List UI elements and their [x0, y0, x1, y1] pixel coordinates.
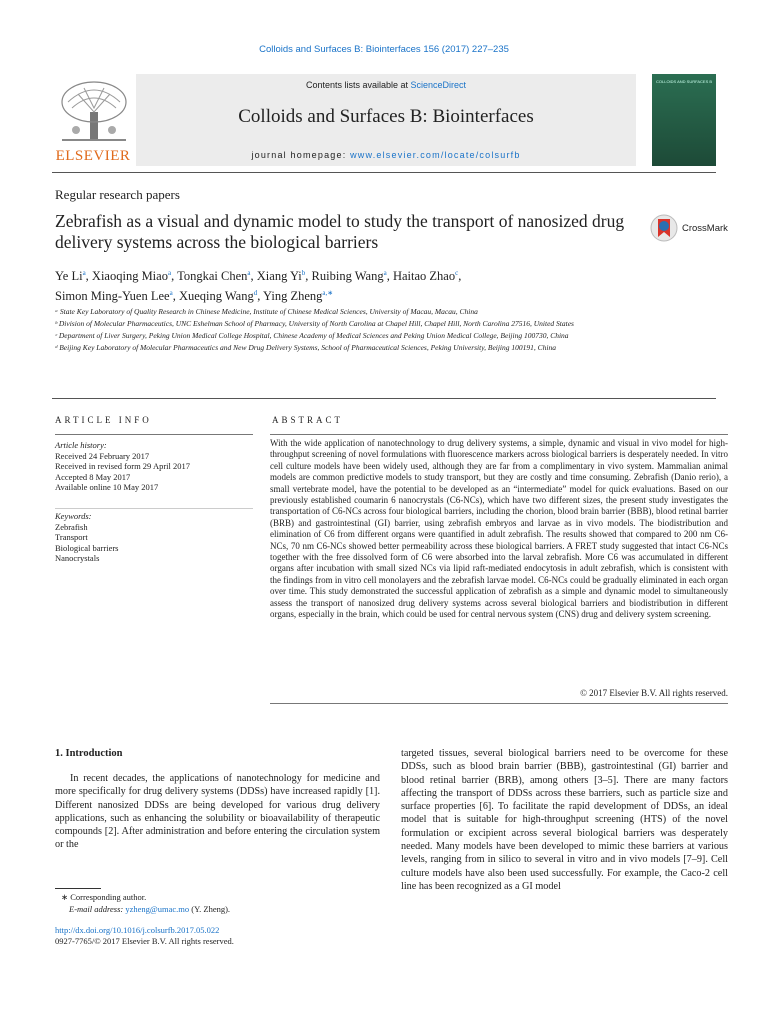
- elsevier-logo[interactable]: [52, 74, 134, 166]
- body-column-right: [401, 747, 728, 893]
- abstract-divider: [270, 434, 728, 435]
- affiliation-d: ᵈ Beijing Key Laboratory of Molecular Pharmaceutics and New Drug Delivery Systems, School of Pharmaceutical Sciences, Peking University, Beijing 100191, China: [55, 343, 556, 352]
- author-affiliation-marker[interactable]: b: [301, 269, 306, 277]
- article-info-divider: [55, 434, 253, 435]
- history-received: Received 24 February 2017: [55, 450, 150, 461]
- introduction-heading: 1. Introduction: [55, 748, 123, 759]
- title-divider: [52, 398, 716, 399]
- affiliation-b: ᵇ Division of Molecular Pharmaceutics, UNC Eshelman School of Pharmacy, University of North Carolina at Chapel Hill, Chapel Hill, North Carolina 27516, United States: [55, 319, 574, 328]
- publisher-name: ELSEVIER: [55, 148, 131, 164]
- intro-paragraph-continued: targeted tissues, several biological barriers need to be overcome for these DDSs, such as blood brain barrier (BBB), gastrointestinal (GI) barrier and blood retinal barrier (BRB), among others [3–5]. There are many factors affecting the transport of DDSs across these barriers, such as particle size and surface properties [6]. To facilitate the rapid development of DDSs, an ideal model that is suitable for high-throughput screening (HTS) of the novel formulation or excipient across several biological barriers was desperately needed. Many models have been developed to mimic these barriers at various levels, ranging from in silico to several in vitro and in vivo models [7–9]. Cell culture models have also been used successfully. For example, the Caco-2 cell line has been recognized as a GI model: [401, 748, 728, 892]
- keywords: [55, 511, 253, 564]
- author-affiliation-marker[interactable]: a: [247, 269, 251, 277]
- author-name[interactable]: Ye Li: [55, 269, 83, 284]
- author-name[interactable]: Xueqing Wang: [178, 289, 254, 304]
- author-name[interactable]: Xiaoqing Miao: [91, 269, 168, 284]
- abstract-end-divider: [270, 703, 728, 704]
- author-affiliation-marker[interactable]: a,∗: [322, 289, 334, 298]
- author-affiliation-marker[interactable]: d: [253, 289, 258, 298]
- journal-cover-image[interactable]: [652, 74, 716, 166]
- masthead: [52, 74, 716, 166]
- author-name[interactable]: Simon Ming-Yuen Lee: [55, 289, 170, 304]
- author-affiliation-marker[interactable]: c: [455, 269, 459, 277]
- abstract-copyright: © 2017 Elsevier B.V. All rights reserved.: [580, 688, 728, 698]
- body-column-left: [55, 772, 380, 852]
- keyword: Nanocrystals: [55, 553, 100, 564]
- homepage-line: [136, 150, 636, 160]
- journal-reference[interactable]: Colloids and Surfaces B: Biointerfaces 156 (2017) 227–235: [259, 44, 509, 55]
- author-affiliation-marker[interactable]: a: [82, 269, 86, 277]
- abstract-heading: ABSTRACT: [272, 415, 344, 425]
- keyword: Transport: [55, 532, 88, 543]
- header-divider: [52, 172, 716, 173]
- author-name[interactable]: Haitao Zhao: [392, 269, 456, 284]
- crossmark-label: CrossMark: [682, 223, 728, 234]
- affiliation-c: ᶜ Department of Liver Surgery, Peking Union Medical College Hospital, Chinese Academy of Medical Sciences and Peking Union Medical College, Beijing 100730, China: [55, 331, 569, 340]
- elsevier-tree-icon: [58, 78, 130, 144]
- email-link[interactable]: yzheng@umac.mo: [125, 903, 190, 914]
- footnote-divider: [55, 888, 101, 889]
- section-label: Regular research papers: [55, 187, 180, 202]
- author-list: Ye Li$^a$, Xiaoqing Miao$^a$, Tongkai Chen$^a$, Xiang Yi$^b$, Ruibing Wang$^a$, Haitao Zhao$^c$, Simon Ming-Yuen Lee$^a$, Xueqing Wang$^d$, Ying Zheng$^{a,∗}$: [55, 269, 462, 304]
- doi-block: [55, 925, 234, 947]
- sciencedirect-link[interactable]: ScienceDirect: [410, 80, 467, 90]
- corresponding-author-note: ∗ Corresponding author.: [61, 892, 147, 902]
- crossmark-badge[interactable]: [650, 213, 740, 243]
- issn-line: 0927-7765/© 2017 Elsevier B.V. All rights reserved.: [55, 936, 234, 946]
- abstract-text: With the wide application of nanotechnology to drug delivery systems, a simple, dynamic and visual in vivo model for high-throughput screening of novel formulations with fluorescence markers across biological barriers is desperately needed. In vitro cell culture models have been widely used, although they are far from a complimentary in vivo system. Mammalian animal models are common predictive models to study transport, but they are costly and time consuming. Zebrafish (Danio rerio), a small vertebrate model, have the potential to be developed as an “intermediate” model for quick evaluations. Based on our previously established coumarin 6 nanocrystals (C6-NCs), which have two different sizes, the present study investigates the transportation of C6-NCs across four biological barriers, including the chorion, blood brain barrier (BBB), blood retinal barrier (BRB) and gastrointestinal (GI) barrier, using zebrafish embryos and larvae as in vivo models. The biodistribution and elimination of C6 from different organs were quantified in adult zebrafish. The results showed that compared to 200 nm C6-NCs, 70 nm C6-NCs showed better permeability across these biological barriers. A FRET study suggested that intact C6-NCs together with the free dissolved form of C6 were absorbed into the larval zebrafish. More C6 was accumulated in different organs after incubation with small sized NCs via lipid raft-mediated endocytosis in adult zebrafish, which is consistent with the findings from in vitro cell monolayers and the zebrafish larvae model. C6-NCs could be gradually eliminated in each organ over time. This study demonstrated the successful application of zebrafish as a simple and dynamic model to simultaneously assess the transport of nanosized drug delivery systems across several biological barriers and biodistribution in different organs, especially in the brain, which could be used for central nervous system (CNS) drug and delivery system screening.: [270, 438, 728, 620]
- article-title: Zebrafish as a visual and dynamic model to study the transport of nanosized drug delivery systems across the biological barriers: [55, 211, 625, 252]
- contents-line: [136, 80, 636, 90]
- intro-paragraph: In recent decades, the applications of nanotechnology for medicine and more specifically for drug delivery systems (DDSs) have increased rapidly [1]. Different nanosized DDSs are being developed for various drug delivery applications, such as enhancing the solubility or bioavailability of therapeutic compounds [2]. After administration and before entering the circulation system or the: [55, 773, 380, 851]
- email-label: E-mail address:: [69, 903, 126, 914]
- history-label: Article history:: [55, 440, 107, 450]
- author-name[interactable]: Ruibing Wang: [311, 269, 384, 284]
- footnote: [61, 892, 361, 915]
- author-affiliation-marker[interactable]: a: [169, 289, 173, 298]
- email-suffix: (Y. Zheng).: [189, 903, 231, 914]
- history-accepted: Accepted 8 May 2017: [55, 471, 131, 482]
- affiliation-a: ᵃ State Key Laboratory of Quality Research in Chinese Medicine, Institute of Chinese Medical Sciences, University of Macau, Macau, China: [55, 307, 478, 316]
- keywords-divider: [55, 508, 253, 509]
- keyword: Zebrafish: [55, 521, 88, 532]
- author-name[interactable]: Ying Zheng: [263, 289, 323, 304]
- affiliations: [55, 307, 715, 355]
- keywords-label: Keywords:: [55, 511, 92, 521]
- author-name[interactable]: Xiang Yi: [256, 269, 302, 284]
- email-line: [61, 904, 361, 916]
- contents-prefix: Contents lists available at: [305, 80, 411, 90]
- masthead-box: [136, 74, 636, 166]
- author-name[interactable]: Tongkai Chen: [177, 269, 248, 284]
- keyword: Biological barriers: [55, 542, 119, 553]
- journal-title: Colloids and Surfaces B: Biointerfaces: [238, 106, 534, 127]
- homepage-label: journal homepage:: [251, 150, 351, 160]
- history-online: Available online 10 May 2017: [55, 482, 159, 493]
- crossmark-icon: [650, 213, 678, 243]
- cover-title: COLLOIDS AND SURFACES B: [656, 79, 713, 84]
- article-history: [55, 440, 253, 493]
- history-revised: Received in revised form 29 April 2017: [55, 461, 191, 472]
- author-affiliation-marker[interactable]: a: [383, 269, 387, 277]
- author-affiliation-marker[interactable]: a: [167, 269, 172, 277]
- article-info-heading: ARTICLE INFO: [55, 415, 152, 425]
- homepage-link[interactable]: www.elsevier.com/locate/colsurfb: [350, 150, 521, 160]
- doi-link[interactable]: http://dx.doi.org/10.1016/j.colsurfb.2017.05.022: [55, 925, 220, 935]
